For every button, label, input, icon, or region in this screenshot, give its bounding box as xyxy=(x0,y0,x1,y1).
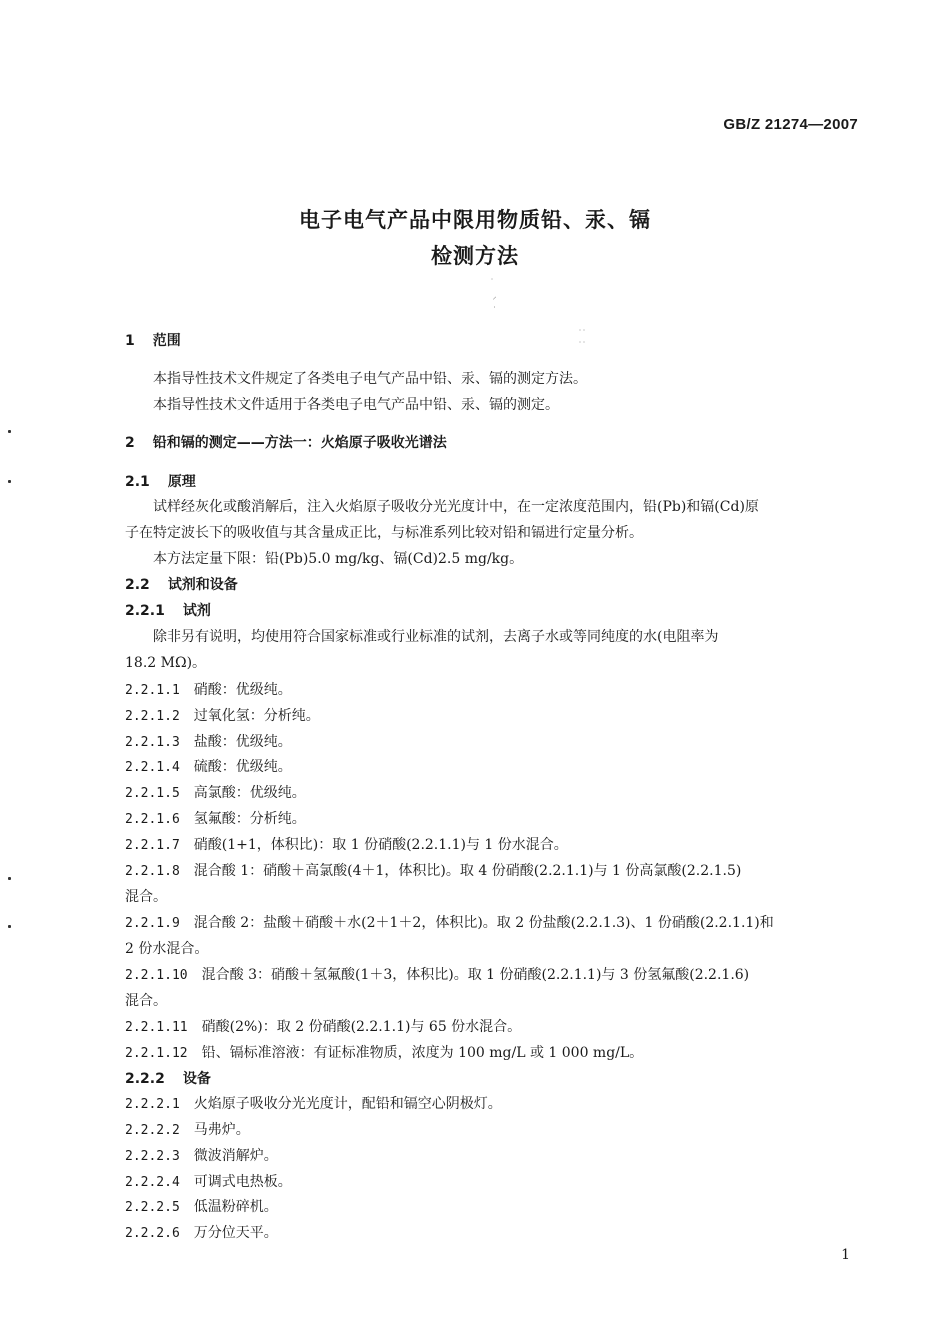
clause-text: 2 份水混合。 xyxy=(125,941,209,957)
clause-number: 2.2.1.8 xyxy=(125,864,180,879)
list-item xyxy=(125,757,860,778)
clause-number: 2.2.1.1 xyxy=(125,683,180,698)
clause-text: 高氯酸：优级纯。 xyxy=(193,785,306,801)
list-item xyxy=(125,1223,860,1244)
clause-number: 2.2.2.1 xyxy=(125,1097,180,1112)
clause-text: 过氧化氢：分析纯。 xyxy=(193,708,320,724)
clause-number: 2.2 xyxy=(125,577,150,593)
list-item xyxy=(125,732,860,753)
clause-text: 试剂和设备 xyxy=(167,577,238,593)
list-item xyxy=(125,835,860,856)
clause-text: 万分位天平。 xyxy=(193,1225,278,1241)
clause-text: 18.2 MΩ)。 xyxy=(125,655,207,671)
paragraph-line xyxy=(125,939,860,959)
paragraph-line xyxy=(153,627,860,647)
list-item xyxy=(125,1043,860,1064)
clause-number: 2.2.1.10 xyxy=(125,968,188,983)
clause-number: 2.2.2.3 xyxy=(125,1149,180,1164)
clause-text: 火焰原子吸收分光光度计，配铅和镉空心阴极灯。 xyxy=(193,1096,502,1112)
clause-text: 试样经灰化或酸消解后，注入火焰原子吸收分光光度计中，在一定浓度范围内，铅(Pb)和镉(Cd)原 xyxy=(153,499,759,515)
list-item xyxy=(125,680,860,701)
clause-text: 本指导性技术文件规定了各类电子电气产品中铅、汞、镉的测定方法。 xyxy=(153,371,587,387)
list-item xyxy=(125,783,860,804)
clause-text: 混合酸 2：盐酸＋硝酸＋水(2＋1＋2，体积比)。取 2 份盐酸(2.2.1.3)、1 份硝酸(2.2.1.1)和 xyxy=(193,915,774,931)
clause-number: 2.2.1.6 xyxy=(125,812,180,827)
clause-number: 2.2.2.6 xyxy=(125,1226,180,1241)
clause-text: 子在特定波长下的吸收值与其含量成正比，与标准系列比较对铅和镉进行定量分析。 xyxy=(125,525,643,541)
clause-text: 马弗炉。 xyxy=(193,1122,250,1138)
clause-number: 2.2.1.12 xyxy=(125,1046,188,1061)
section-heading xyxy=(125,601,860,621)
clause-text: 硝酸：优级纯。 xyxy=(193,682,292,698)
section-heading xyxy=(125,331,860,351)
title-line-2: 检测方法 xyxy=(431,244,519,268)
list-item xyxy=(125,913,860,934)
paragraph-line xyxy=(153,395,860,415)
section-heading xyxy=(125,1069,860,1089)
list-item xyxy=(125,1094,860,1115)
standard-code: GB/Z 21274—2007 xyxy=(723,116,858,133)
list-item xyxy=(125,1172,860,1193)
clause-text: 原理 xyxy=(167,474,196,490)
clause-text: 铅、镉标准溶液：有证标准物质，浓度为 100 mg/L 或 1 000 mg/L。 xyxy=(201,1045,644,1061)
scan-specks: ˙˙ ˙˙ xyxy=(578,329,586,350)
scan-specks: ˙ ⸝ ˙ xyxy=(490,278,497,315)
clause-number: 2.2.1.5 xyxy=(125,786,180,801)
paragraph-line xyxy=(153,369,860,389)
clause-number: 2.2.1.2 xyxy=(125,709,180,724)
paragraph-line xyxy=(153,497,860,517)
clause-number: 2.2.1 xyxy=(125,603,165,619)
clause-text: 铅和镉的测定——方法一：火焰原子吸收光谱法 xyxy=(152,435,447,451)
clause-text: 可调式电热板。 xyxy=(193,1174,292,1190)
clause-number: 2.2.2 xyxy=(125,1071,165,1087)
clause-text: 混合酸 1：硝酸＋高氯酸(4＋1，体积比)。取 4 份硝酸(2.2.1.1)与 1 份高氯酸(2.2.1.5) xyxy=(193,863,742,879)
clause-text: 本方法定量下限：铅(Pb)5.0 mg/kg、镉(Cd)2.5 mg/kg。 xyxy=(153,551,524,567)
clause-number: 2.2.1.4 xyxy=(125,760,180,775)
paragraph-line xyxy=(125,991,860,1011)
clause-text: 试剂 xyxy=(182,603,211,619)
clause-text: 低温粉碎机。 xyxy=(193,1199,278,1215)
clause-text: 氢氟酸：分析纯。 xyxy=(193,811,306,827)
clause-number: 2.2.1.9 xyxy=(125,916,180,931)
clause-text: 除非另有说明，均使用符合国家标准或行业标准的试剂，去离子水或等同纯度的水(电阻率为 xyxy=(153,629,719,645)
clause-text: 盐酸：优级纯。 xyxy=(193,734,292,750)
list-item xyxy=(125,1197,860,1218)
list-item xyxy=(125,1146,860,1167)
scan-mark xyxy=(8,925,11,928)
clause-number: 2.2.2.2 xyxy=(125,1123,180,1138)
clause-text: 硫酸：优级纯。 xyxy=(193,759,292,775)
clause-number: 2 xyxy=(125,435,135,451)
clause-number: 2.2.2.5 xyxy=(125,1200,180,1215)
clause-number: 2.1 xyxy=(125,474,150,490)
section-heading xyxy=(125,433,860,453)
section-heading xyxy=(125,575,860,595)
clause-text: 混合。 xyxy=(125,993,167,1009)
clause-text: 硝酸(1+1，体积比)：取 1 份硝酸(2.2.1.1)与 1 份水混合。 xyxy=(193,837,568,853)
clause-text: 本指导性技术文件适用于各类电子电气产品中铅、汞、镉的测定。 xyxy=(153,397,559,413)
list-item xyxy=(125,809,860,830)
clause-text: 混合酸 3：硝酸＋氢氟酸(1＋3，体积比)。取 1 份硝酸(2.2.1.1)与 3 份氢氟酸(2.2.1.6) xyxy=(201,967,750,983)
scan-mark xyxy=(8,877,11,880)
clause-number: 2.2.2.4 xyxy=(125,1175,180,1190)
paragraph-line xyxy=(125,887,860,907)
paragraph-line xyxy=(153,549,860,569)
clause-text: 设备 xyxy=(182,1071,211,1087)
clause-number: 2.2.1.7 xyxy=(125,838,180,853)
clause-number: 1 xyxy=(125,333,135,349)
clause-text: 微波消解炉。 xyxy=(193,1148,278,1164)
document-title xyxy=(0,202,950,274)
section-heading xyxy=(125,472,860,492)
title-line-1: 电子电气产品中限用物质铅、汞、镉 xyxy=(299,208,651,232)
list-item xyxy=(125,1017,860,1038)
list-item xyxy=(125,1120,860,1141)
scan-mark xyxy=(8,430,11,433)
clause-number: 2.2.1.3 xyxy=(125,735,180,750)
list-item xyxy=(125,861,860,882)
clause-text: 硝酸(2%)：取 2 份硝酸(2.2.1.1)与 65 份水混合。 xyxy=(201,1019,522,1035)
clause-text: 混合。 xyxy=(125,889,167,905)
scan-mark xyxy=(8,480,11,483)
list-item xyxy=(125,965,860,986)
page-number: 1 xyxy=(841,1247,850,1263)
clause-number: 2.2.1.11 xyxy=(125,1020,188,1035)
paragraph-line xyxy=(125,523,860,543)
paragraph-line xyxy=(125,653,860,673)
list-item xyxy=(125,706,860,727)
clause-text: 范围 xyxy=(152,333,181,349)
